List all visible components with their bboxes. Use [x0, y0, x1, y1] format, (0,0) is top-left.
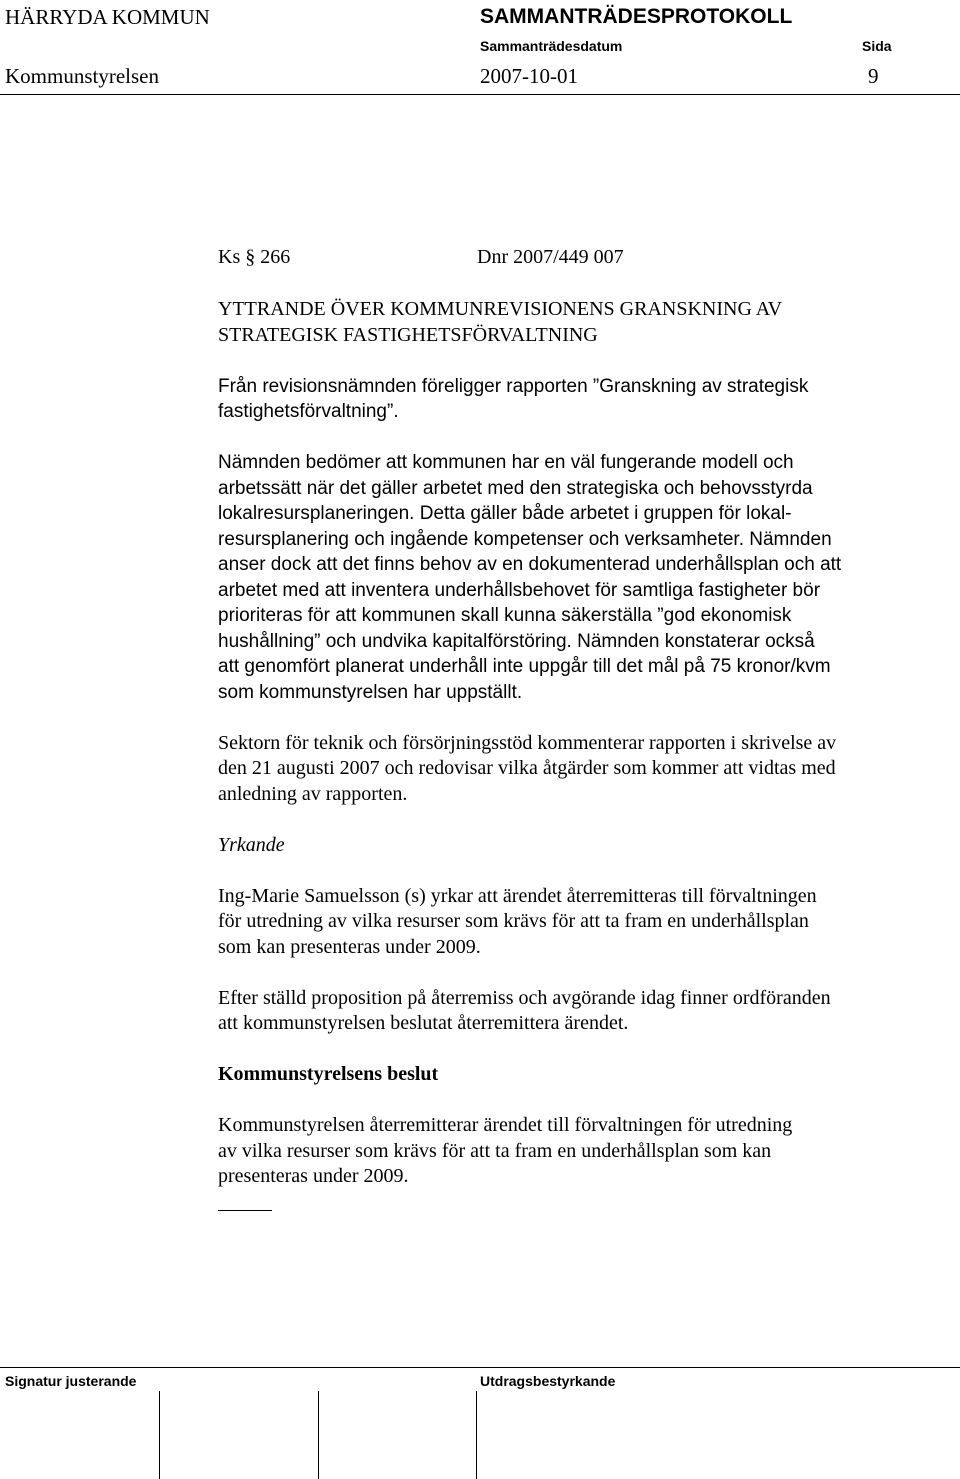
registration-number: Dnr 2007/449 007 — [477, 246, 624, 268]
decision-heading: Kommunstyrelsens beslut — [218, 1063, 439, 1085]
paragraph-line: arbetssätt när det gäller arbetet med den strategiska och behovsstyrda — [218, 477, 813, 499]
signature-box-divider — [318, 1391, 319, 1479]
paragraph-line: att genomfört planerat underhåll inte uppgår till det mål på 75 kronor/kvm — [218, 656, 831, 677]
extract-certification-label: Utdragsbestyrkande — [480, 1373, 616, 1389]
paragraph-line: Sektorn för teknik och försörjningsstöd kommenterar rapporten i skrivelse av — [218, 731, 837, 754]
page-label: Sida — [862, 38, 892, 54]
paragraph-line: Från revisionsnämnden föreligger rapporten ”Granskning av strategisk — [218, 375, 809, 397]
case-number: Ks § 266 — [218, 246, 291, 268]
paragraph-assessment — [218, 450, 918, 705]
paragraph-line: hushållning” och undvika kapitalförstöring. Nämnden konstaterar också — [218, 630, 815, 652]
paragraph-line: resursplanering och ingående kompetenser och verksamheter. Nämnden — [218, 528, 832, 550]
paragraph-report — [218, 374, 918, 425]
paragraph-line: anser dock att det finns behov av en dokumenterad underhållsplan och att — [218, 554, 842, 575]
case-title-line: STRATEGISK FASTIGHETSFÖRVALTNING — [218, 323, 598, 346]
document-type: SAMMANTRÄDESPROTOKOLL — [480, 5, 793, 28]
paragraph-line: presenteras under 2009. — [218, 1165, 409, 1187]
paragraph-line: Ing-Marie Samuelsson (s) yrkar att ärendet återremitteras till förvaltningen — [218, 884, 817, 907]
minutes-body — [218, 246, 918, 1211]
paragraph-line: lokalresursplaneringen. Detta gäller både arbetet i gruppen för lokal- — [218, 503, 792, 524]
paragraph-line: Kommunstyrelsen återremitterar ärendet till förvaltningen för utredning — [218, 1114, 793, 1136]
signature-label: Signatur justerande — [5, 1373, 137, 1389]
paragraph-line: den 21 augusti 2007 och redovisar vilka åtgärder som kommer att vidtas med — [218, 757, 836, 779]
signature-box-divider — [159, 1391, 160, 1479]
municipality-name: HÄRRYDA KOMMUN — [5, 5, 210, 29]
page-number: 9 — [868, 64, 879, 88]
paragraph-line: fastighetsförvaltning”. — [218, 401, 399, 422]
end-of-section-rule — [218, 1210, 272, 1211]
meeting-date-label: Sammanträdesdatum — [480, 38, 623, 54]
paragraph-proposition — [218, 986, 918, 1037]
paragraph-motion — [218, 884, 918, 961]
footer-divider — [0, 1367, 960, 1368]
paragraph-line: prioriteras för att kommunen skall kunna säkerställa ”god ekonomisk — [218, 605, 792, 626]
paragraph-line: att kommunstyrelsen beslutat återremittera ärendet. — [218, 1012, 629, 1034]
paragraph-line: arbetet med att inventera underhållsbehovet för samtliga fastigheter bör — [218, 579, 821, 601]
signature-box-divider — [476, 1391, 477, 1479]
paragraph-decision — [218, 1113, 918, 1190]
meeting-date: 2007-10-01 — [480, 64, 578, 88]
paragraph-line: Efter ställd proposition på återremiss och avgörande idag finner ordföranden — [218, 986, 831, 1009]
paragraph-line: av vilka resurser som krävs för att ta fram en underhållsplan som kan — [218, 1139, 772, 1162]
committee-name: Kommunstyrelsen — [5, 64, 159, 88]
paragraph-line: anledning av rapporten. — [218, 782, 408, 805]
paragraph-sector-comment — [218, 731, 918, 808]
header-divider — [0, 94, 960, 95]
case-title — [218, 297, 918, 348]
paragraph-line: för utredning av vilka resurser som krävs för att ta fram en underhållsplan — [218, 910, 809, 932]
paragraph-line: som kommunstyrelsen har uppställt. — [218, 681, 523, 703]
paragraph-line: Nämnden bedömer att kommunen har en väl fungerande modell och — [218, 452, 794, 473]
paragraph-line: som kan presenteras under 2009. — [218, 935, 481, 958]
motion-heading: Yrkande — [218, 833, 285, 856]
case-title-line: YTTRANDE ÖVER KOMMUNREVISIONENS GRANSKNING AV — [218, 298, 783, 320]
case-reference-row — [218, 246, 918, 274]
